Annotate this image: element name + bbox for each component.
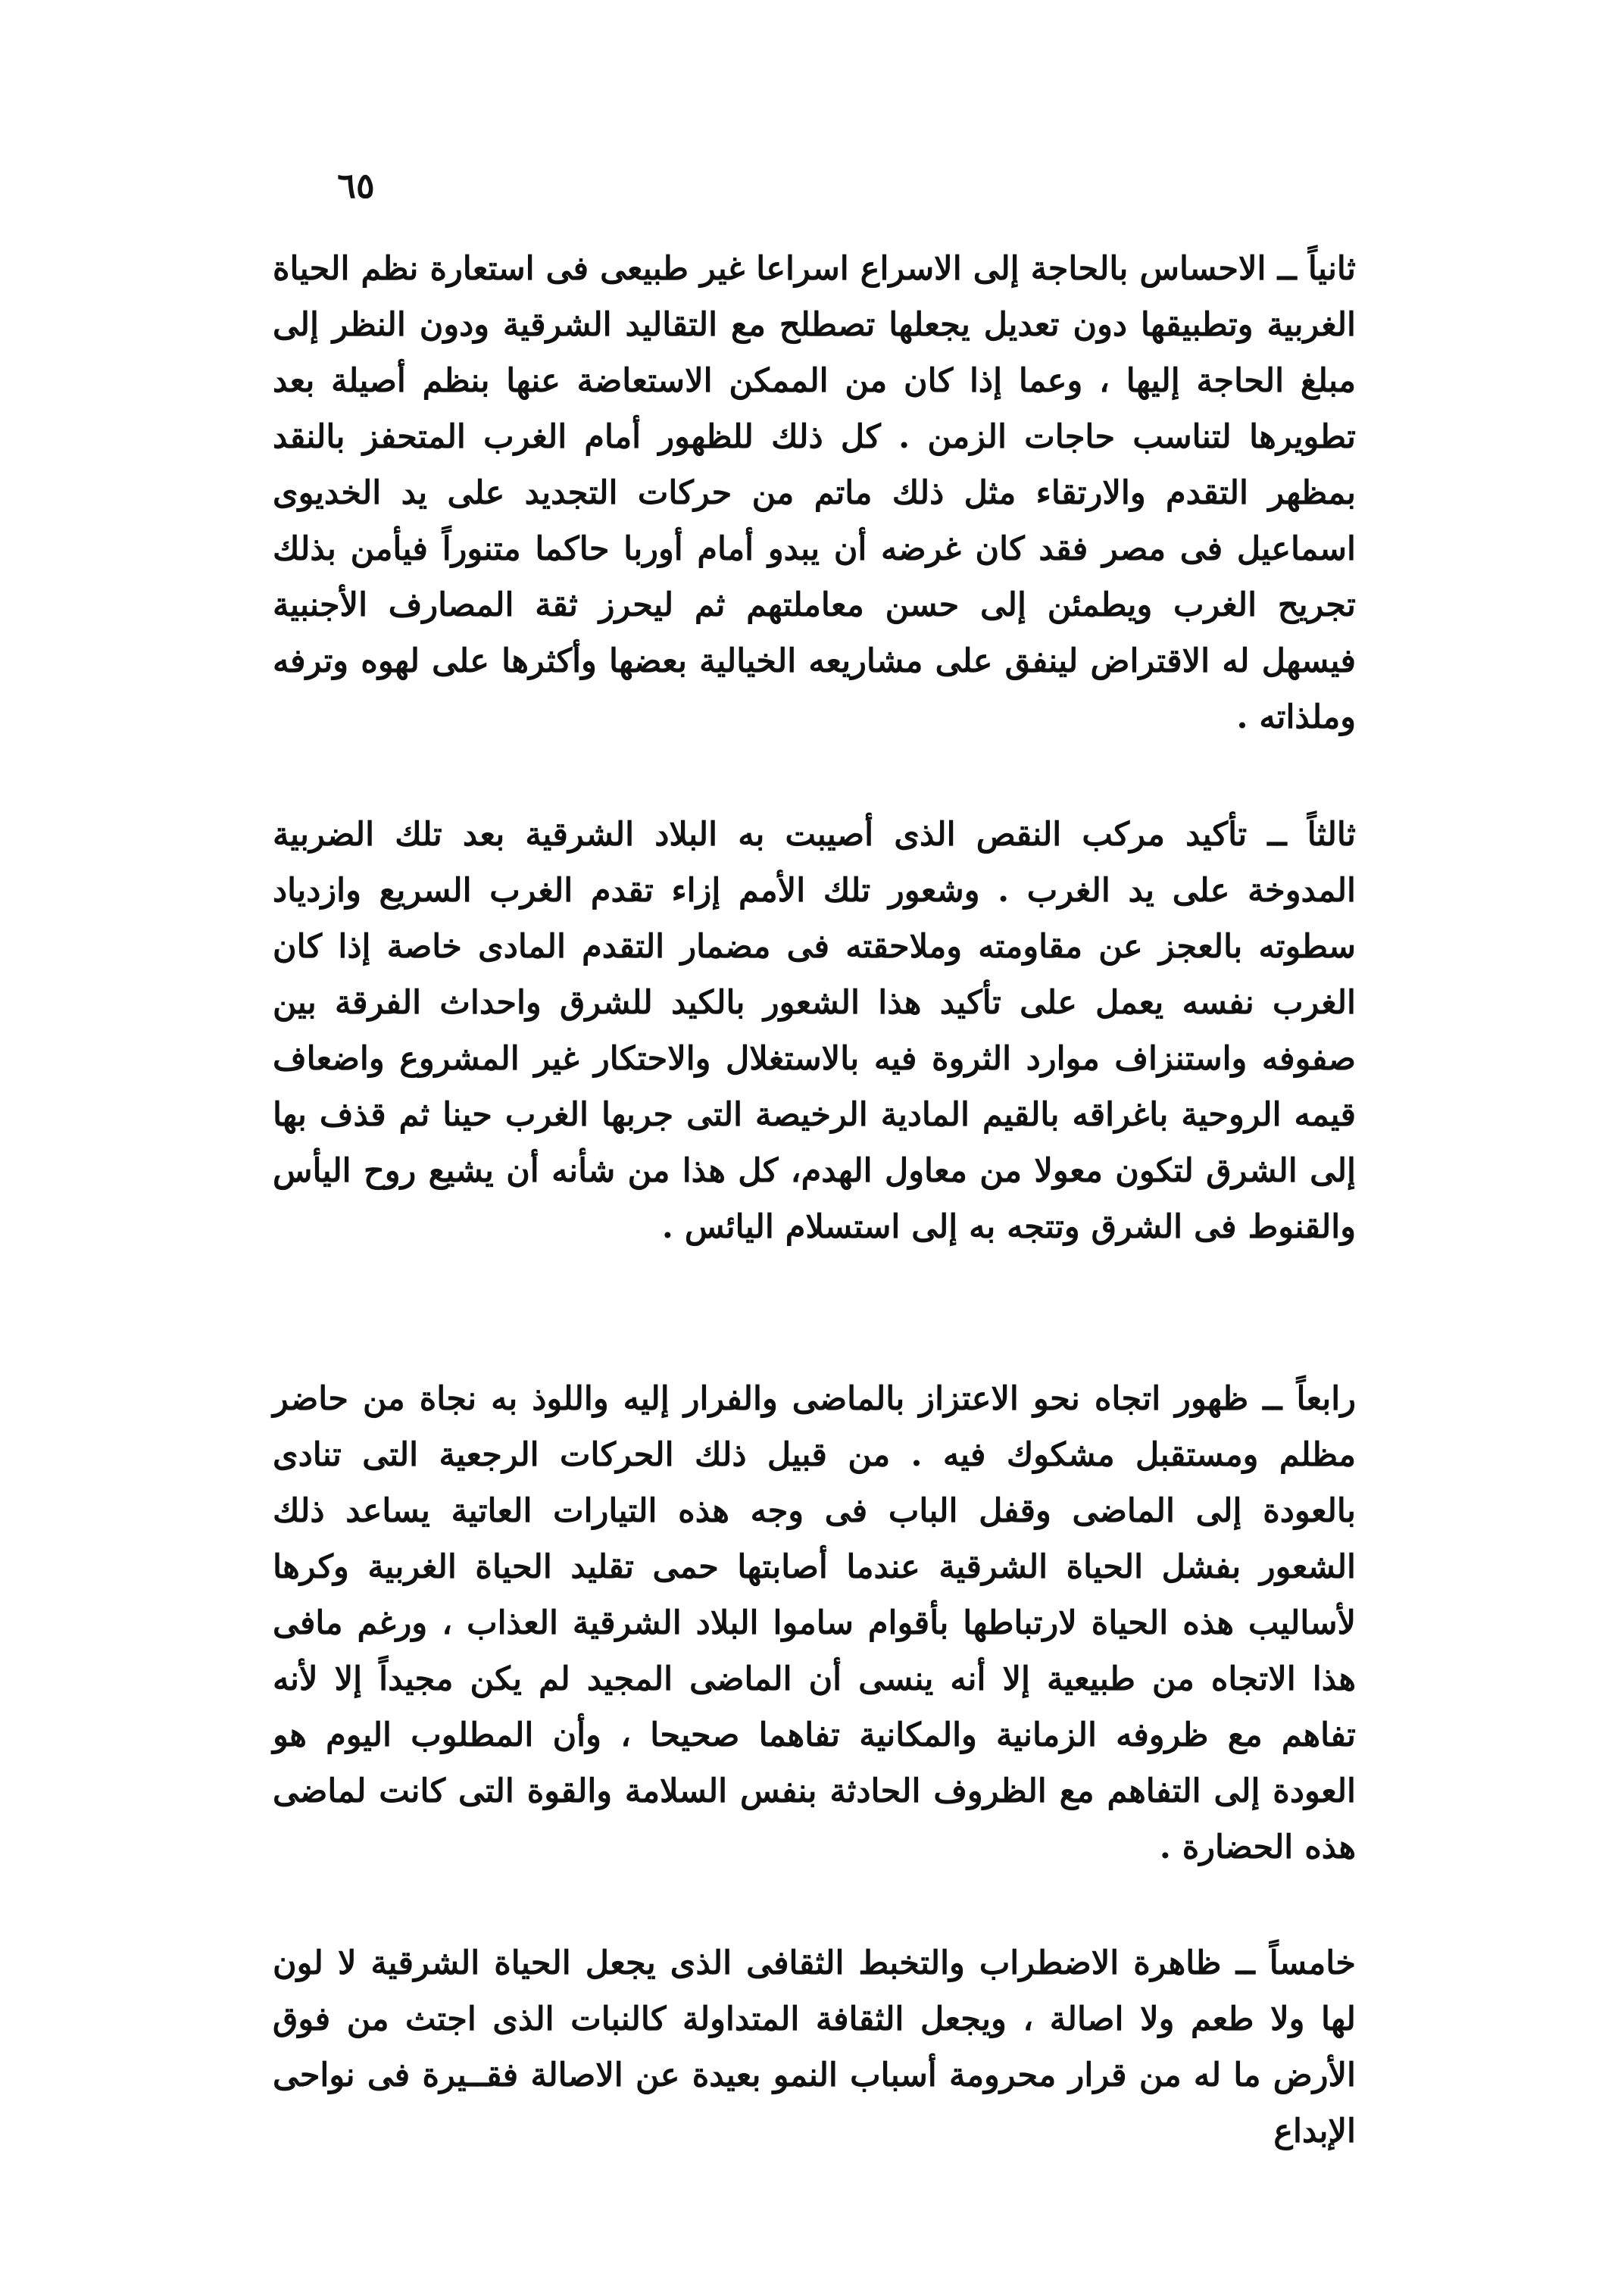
paragraph-second <box>273 241 1356 745</box>
paragraph-text: ثالثاً ــ تأكيد مركب النقص الذى أصيبت به البلاد الشرقية بعد تلك الضربية المدوخة على يد الغرب . وشعور تلك الأمم إزاء تقدم الغرب السريع وازدياد سطوته بالعجز عن مقاومته وملاحقته فى مضمار التقدم المادى خاصة إذا كان الغرب نفسه يعمل على تأكيد هذا الشعور بالكيد للشرق واحداث الفرقة بين صفوفه واستنزاف موارد الثروة فيه بالاستغلال والاحتكار غير المشروع واضعاف قيمه الروحية باغراقه بالقيم المادية الرخيصة التى جربها الغرب حينا ثم قذف بها إلى الشرق لتكون معولا من معاول الهدم، كل هذا من شأنه أن يشيع روح اليأس والقنوط فى الشرق وتتجه به إلى استسلام اليائس . <box>273 816 1356 1246</box>
paragraph-fifth <box>273 1935 1356 2159</box>
paragraph-text: ثانياً ــ الاحساس بالحاجة إلى الاسراع اسراعا غير طبيعى فى استعارة نظم الحياة الغربية وتطبيقها دون تعديل يجعلها تصطلح مع التقاليد الشرقية ودون النظر إلى مبلغ الحاجة إليها ، وعما إذا كان من الممكن الاستعاضة عنها بنظم أصيلة بعد تطويرها لتناسب حاجات الزمن . كل ذلك للظهور أمام الغرب المتحفز بالنقد بمظهر التقدم والارتقاء مثل ذلك ماتم من حركات التجديد على يد الخديوى اسماعيل فى مصر فقد كان غرضه أن يبدو أمام أوربا حاكما متنوراً فيأمن بذلك تجريح الغرب ويطمئن إلى حسن معاملتهم ثم ليحرز ثقة المصارف الأجنبية فيسهل له الاقتراض لينفق على مشاريعه الخيالية بعضها وأكثرها على لهوه وترفه وملذاته . <box>273 250 1356 736</box>
page-number: ٦٥ <box>337 165 375 206</box>
paragraph-third <box>273 807 1356 1255</box>
paragraph-text: رابعاً ــ ظهور اتجاه نحو الاعتزاز بالماضى والفرار إليه واللوذ به نجاة من حاضر مظلم ومستقبل مشكوك فيه . من قبيل ذلك الحركات الرجعية التى تنادى بالعودة إلى الماضى وقفل الباب فى وجه هذه التيارات العاتية يساعد ذلك الشعور بفشل الحياة الشرقية عندما أصابتها حمى تقليد الحياة الغربية وكرها لأساليب هذه الحياة لارتباطها بأقوام ساموا البلاد الشرقية العذاب ، ورغم مافى هذا الاتجاه من طبيعية إلا أنه ينسى أن الماضى المجيد لم يكن مجيداً إلا لأنه تفاهم مع ظروفه الزمانية والمكانية تفاهما صحيحا ، وأن المطلوب اليوم هو العودة إلى التفاهم مع الظروف الحادثة بنفس السلامة والقوة التى كانت لماضى هذه الحضارة . <box>273 1380 1356 1866</box>
paragraph-text: خامساً ــ ظاهرة الاضطراب والتخبط الثقافى الذى يجعل الحياة الشرقية لا لون لها ولا طعم ولا اصالة ، ويجعل الثقافة المتداولة كالنبات الذى اجتث من فوق الأرض ما له من قرار محرومة أسباب النمو بعيدة عن الاصالة فقــيرة فى نواحى الإبداع <box>273 1944 1356 2150</box>
paragraph-fourth <box>273 1371 1356 1875</box>
